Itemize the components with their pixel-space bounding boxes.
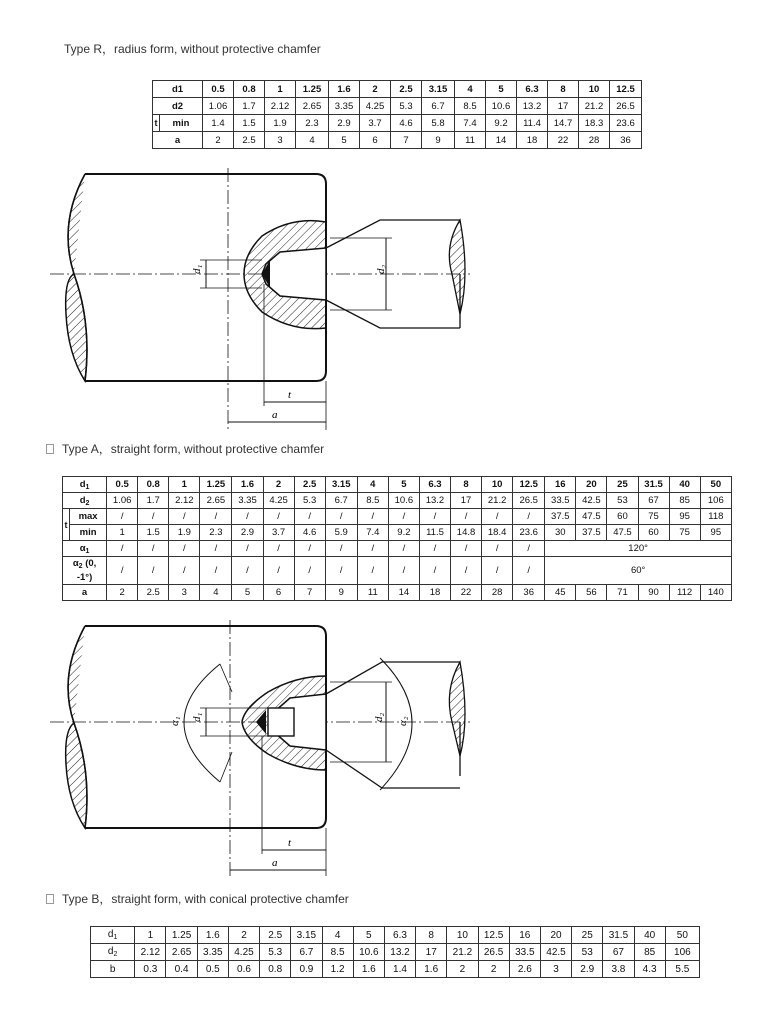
- table-cell: 4: [455, 81, 486, 98]
- table-cell: /: [200, 509, 232, 525]
- table-cell: 6.3: [517, 81, 548, 98]
- table-cell: 23.6: [513, 525, 545, 541]
- table-cell: /: [107, 541, 138, 557]
- table-cell: $\alpha_1$: [63, 541, 107, 557]
- table-cell: $d_1$: [91, 927, 135, 944]
- table-cell: 2.12: [169, 493, 200, 509]
- table-cell: 1.6: [197, 927, 228, 944]
- table-cell: 11: [357, 585, 388, 601]
- table-cell: 36: [513, 585, 545, 601]
- table-cell: 0.8: [260, 961, 291, 978]
- table-cell: 2.9: [329, 115, 360, 132]
- table-cell: 3.35: [197, 944, 228, 961]
- table-cell: 18: [419, 585, 450, 601]
- table-cell: 53: [572, 944, 603, 961]
- table-cell: 8.5: [357, 493, 388, 509]
- type-b-d2-row: [91, 944, 700, 961]
- table-cell: 1.06: [203, 98, 234, 115]
- table-cell: 2.5: [234, 132, 265, 149]
- table-cell: 4.3: [634, 961, 665, 978]
- table-cell: /: [388, 557, 419, 585]
- table-cell: 1.25: [296, 81, 329, 98]
- table-cell: 40: [634, 927, 665, 944]
- table-cell: 3.15: [325, 477, 357, 493]
- table-cell: 1: [265, 81, 296, 98]
- table-cell: 5.3: [391, 98, 422, 115]
- table-cell: 16: [545, 477, 576, 493]
- table-cell: 3.7: [263, 525, 294, 541]
- table-cell: 2: [107, 585, 138, 601]
- table-cell: /: [451, 541, 482, 557]
- t-label: t: [288, 837, 292, 849]
- table-cell: 2: [447, 961, 478, 978]
- table-cell: 2.6: [509, 961, 540, 978]
- table-cell: /: [325, 557, 357, 585]
- table-cell: 14: [388, 585, 419, 601]
- table-cell: 18.3: [579, 115, 610, 132]
- table-cell: 13.2: [517, 98, 548, 115]
- table-cell: 5: [388, 477, 419, 493]
- type-a-table: [62, 476, 732, 601]
- type-b-b-row: [91, 961, 700, 978]
- table-cell: /: [513, 541, 545, 557]
- table-cell: 85: [669, 493, 700, 509]
- table-cell: d1: [153, 81, 203, 98]
- table-cell: 4.6: [294, 525, 325, 541]
- table-cell: 3: [265, 132, 296, 149]
- table-cell: /: [419, 541, 450, 557]
- table-cell: /: [357, 541, 388, 557]
- table-cell: 6.7: [291, 944, 322, 961]
- table-cell: /: [325, 541, 357, 557]
- table-cell: 2.5: [260, 927, 291, 944]
- table-cell: 1.6: [353, 961, 384, 978]
- section-a-heading-text: Type A，straight form, without protective chamfer: [62, 442, 325, 456]
- table-cell: 12.5: [478, 927, 509, 944]
- table-cell: 8: [451, 477, 482, 493]
- table-cell: /: [169, 557, 200, 585]
- table-cell: 1.25: [200, 477, 232, 493]
- type-r-a-row: [153, 132, 642, 149]
- a-label: a: [272, 857, 278, 869]
- table-cell: 7: [391, 132, 422, 149]
- table-cell: 1.6: [232, 477, 263, 493]
- break-hatch-left: [66, 626, 87, 828]
- table-cell: 5.8: [422, 115, 455, 132]
- table-cell: 120°: [545, 541, 732, 557]
- table-cell: 42.5: [576, 493, 607, 509]
- table-cell: 33.5: [509, 944, 540, 961]
- table-cell: 26.5: [478, 944, 509, 961]
- table-cell: 2.9: [572, 961, 603, 978]
- table-cell: 4.25: [263, 493, 294, 509]
- bullet-mark-icon: [46, 894, 54, 904]
- table-cell: 90: [638, 585, 669, 601]
- table-cell: 2.65: [200, 493, 232, 509]
- table-cell: 2: [228, 927, 259, 944]
- table-cell: 60: [638, 525, 669, 541]
- table-cell: /: [451, 557, 482, 585]
- type-r-table: [152, 80, 642, 149]
- table-cell: /: [388, 509, 419, 525]
- table-cell: /: [513, 557, 545, 585]
- table-cell: 5: [329, 132, 360, 149]
- table-cell: 2.3: [200, 525, 232, 541]
- table-cell: 0.5: [107, 477, 138, 493]
- table-cell: 9.2: [388, 525, 419, 541]
- table-cell: 16: [509, 927, 540, 944]
- table-cell: 1.2: [322, 961, 353, 978]
- table-cell: 18: [517, 132, 548, 149]
- table-cell: /: [419, 509, 450, 525]
- table-cell: 2: [478, 961, 509, 978]
- table-cell: 0.8: [138, 477, 169, 493]
- table-cell: 47.5: [576, 509, 607, 525]
- table-cell: 37.5: [576, 525, 607, 541]
- table-cell: 45: [545, 585, 576, 601]
- table-cell: 2: [360, 81, 391, 98]
- table-cell: 0.5: [203, 81, 234, 98]
- table-cell: 25: [572, 927, 603, 944]
- table-cell: /: [388, 541, 419, 557]
- table-cell: 2.65: [166, 944, 197, 961]
- d1-label: d₁: [191, 264, 203, 274]
- table-cell: 11: [455, 132, 486, 149]
- a-label: a: [272, 409, 278, 421]
- table-cell: 10.6: [388, 493, 419, 509]
- table-cell: 22: [451, 585, 482, 601]
- table-cell: 50: [665, 927, 699, 944]
- table-cell: 4.25: [360, 98, 391, 115]
- table-cell: /: [263, 557, 294, 585]
- type-a-alpha2-row: [63, 557, 732, 585]
- table-cell: 12.5: [513, 477, 545, 493]
- table-cell: 1.4: [203, 115, 234, 132]
- type-r-d2-row: [153, 98, 642, 115]
- table-cell: min: [160, 115, 203, 132]
- table-cell: 5: [353, 927, 384, 944]
- table-cell: /: [325, 509, 357, 525]
- t-label: t: [288, 389, 292, 401]
- table-cell: 85: [634, 944, 665, 961]
- table-cell: /: [138, 509, 169, 525]
- table-cell: 53: [607, 493, 638, 509]
- table-cell: 2.9: [232, 525, 263, 541]
- alpha2-label: α₂: [397, 716, 409, 726]
- table-cell: 21.2: [447, 944, 478, 961]
- table-cell: 2.5: [138, 585, 169, 601]
- table-cell: 3: [540, 961, 571, 978]
- table-cell: 3.7: [360, 115, 391, 132]
- table-cell: 5: [486, 81, 517, 98]
- table-cell: 7.4: [455, 115, 486, 132]
- table-cell: 50: [700, 477, 731, 493]
- table-cell: 10: [579, 81, 610, 98]
- table-cell: 6.7: [422, 98, 455, 115]
- table-cell: 106: [665, 944, 699, 961]
- table-cell: 106: [700, 493, 731, 509]
- table-cell: 60°: [545, 557, 732, 585]
- table-cell: /: [107, 509, 138, 525]
- table-cell: /: [232, 541, 263, 557]
- table-cell: /: [451, 509, 482, 525]
- table-cell: 21.2: [579, 98, 610, 115]
- table-cell: 0.5: [197, 961, 228, 978]
- type-a-a-row: [63, 585, 732, 601]
- table-cell: 11.4: [517, 115, 548, 132]
- table-cell: 1.9: [265, 115, 296, 132]
- type-a-d2-row: [63, 493, 732, 509]
- table-cell: /: [232, 557, 263, 585]
- table-cell: $d_2$: [63, 493, 107, 509]
- table-cell: 3.15: [422, 81, 455, 98]
- section-a-heading: [46, 440, 324, 457]
- table-cell: 1: [135, 927, 166, 944]
- table-cell: 13.2: [384, 944, 415, 961]
- table-cell: 14: [486, 132, 517, 149]
- table-cell: 40: [669, 477, 700, 493]
- table-cell: 60: [607, 509, 638, 525]
- table-cell: 71: [607, 585, 638, 601]
- table-cell: $\alpha_2$ (0, -1°): [63, 557, 107, 585]
- table-cell: 17: [548, 98, 579, 115]
- table-cell: 8.5: [455, 98, 486, 115]
- table-cell: /: [169, 541, 200, 557]
- table-cell: 31.5: [603, 927, 634, 944]
- table-cell: 6: [360, 132, 391, 149]
- table-cell: 75: [638, 509, 669, 525]
- table-cell: 18.4: [482, 525, 513, 541]
- table-cell: /: [138, 541, 169, 557]
- table-cell: 4.6: [391, 115, 422, 132]
- table-cell: 95: [700, 525, 731, 541]
- type-a-drawing: [0, 618, 480, 880]
- table-cell: $d_2$: [91, 944, 135, 961]
- table-cell: 17: [451, 493, 482, 509]
- table-cell: 6: [263, 585, 294, 601]
- table-cell: 2.65: [296, 98, 329, 115]
- table-cell: 11.5: [419, 525, 450, 541]
- table-cell: 118: [700, 509, 731, 525]
- table-cell: 28: [579, 132, 610, 149]
- table-cell: a: [153, 132, 203, 149]
- table-cell: 4: [357, 477, 388, 493]
- type-r-head-row: [153, 81, 642, 98]
- table-cell: 1.7: [234, 98, 265, 115]
- table-cell: 0.9: [291, 961, 322, 978]
- table-cell: 33.5: [545, 493, 576, 509]
- table-cell: 28: [482, 585, 513, 601]
- type-b-table: [90, 926, 700, 978]
- table-cell: 2: [263, 477, 294, 493]
- table-cell: 36: [610, 132, 642, 149]
- table-cell: 6.3: [419, 477, 450, 493]
- table-cell: /: [482, 557, 513, 585]
- table-cell: 1: [169, 477, 200, 493]
- table-cell: 9.2: [486, 115, 517, 132]
- table-cell: 5: [232, 585, 263, 601]
- table-cell: 1.5: [138, 525, 169, 541]
- table-cell: 2.12: [135, 944, 166, 961]
- table-cell: /: [263, 509, 294, 525]
- table-cell: 3: [169, 585, 200, 601]
- d1-label: d₁: [191, 712, 203, 722]
- table-cell: 3.8: [603, 961, 634, 978]
- table-cell: b: [91, 961, 135, 978]
- table-cell: 8.5: [322, 944, 353, 961]
- table-cell: /: [263, 541, 294, 557]
- table-cell: 47.5: [607, 525, 638, 541]
- table-cell: /: [200, 557, 232, 585]
- table-cell: 37.5: [545, 509, 576, 525]
- type-r-drawing: [0, 164, 480, 434]
- table-cell: /: [232, 509, 263, 525]
- table-cell: 8: [416, 927, 447, 944]
- table-cell: 1.6: [416, 961, 447, 978]
- table-cell: 1.06: [107, 493, 138, 509]
- table-cell: a: [63, 585, 107, 601]
- table-cell: /: [482, 541, 513, 557]
- table-cell: 12.5: [610, 81, 642, 98]
- table-cell: /: [513, 509, 545, 525]
- table-cell: /: [169, 509, 200, 525]
- section-b-heading-text: Type B，straight form, with conical protective chamfer: [62, 892, 349, 906]
- table-cell: 4: [200, 585, 232, 601]
- table-cell: 14.7: [548, 115, 579, 132]
- type-b-d1-row: [91, 927, 700, 944]
- break-hatch-left: [66, 174, 87, 381]
- table-cell: 5.3: [294, 493, 325, 509]
- table-cell: 21.2: [482, 493, 513, 509]
- table-cell: 1.6: [329, 81, 360, 98]
- table-cell: 7: [294, 585, 325, 601]
- table-cell: 67: [603, 944, 634, 961]
- type-a-min-row: [63, 525, 732, 541]
- table-cell: /: [419, 557, 450, 585]
- table-cell: /: [294, 509, 325, 525]
- table-cell: 75: [669, 525, 700, 541]
- table-cell: 31.5: [638, 477, 669, 493]
- bullet-mark-icon: [46, 444, 54, 454]
- table-cell: 1.7: [138, 493, 169, 509]
- table-cell: 112: [669, 585, 700, 601]
- d2-label: d₂: [375, 264, 387, 274]
- table-cell: 9: [422, 132, 455, 149]
- table-cell: 2.5: [391, 81, 422, 98]
- table-cell: 20: [576, 477, 607, 493]
- table-cell: 30: [545, 525, 576, 541]
- table-cell: 10.6: [353, 944, 384, 961]
- table-cell: 2.12: [265, 98, 296, 115]
- type-a-head-row: [63, 477, 732, 493]
- table-cell: 1: [107, 525, 138, 541]
- type-r-min-row: [153, 115, 642, 132]
- table-cell: 22: [548, 132, 579, 149]
- table-cell: 3.15: [291, 927, 322, 944]
- table-cell: 4: [322, 927, 353, 944]
- table-cell: /: [482, 509, 513, 525]
- table-cell: $d_1$: [63, 477, 107, 493]
- table-cell: 20: [540, 927, 571, 944]
- table-cell: 4.25: [228, 944, 259, 961]
- table-cell: max: [70, 509, 107, 525]
- table-cell: 1.4: [384, 961, 415, 978]
- table-cell: 3.35: [232, 493, 263, 509]
- table-cell: /: [294, 557, 325, 585]
- table-cell: 7.4: [357, 525, 388, 541]
- table-cell: 10.6: [486, 98, 517, 115]
- table-cell: 5.3: [260, 944, 291, 961]
- break-hatch-right: [449, 662, 465, 756]
- table-cell: 2.3: [296, 115, 329, 132]
- table-cell: 23.6: [610, 115, 642, 132]
- break-hatch-right: [449, 220, 465, 314]
- table-cell: /: [357, 557, 388, 585]
- table-cell: 8: [548, 81, 579, 98]
- table-cell: 0.8: [234, 81, 265, 98]
- d2-label: d₂: [373, 712, 385, 722]
- table-cell: 1.25: [166, 927, 197, 944]
- table-cell: 2.5: [294, 477, 325, 493]
- table-cell: /: [200, 541, 232, 557]
- table-cell: 95: [669, 509, 700, 525]
- table-cell: t: [63, 509, 70, 541]
- table-cell: 5.5: [665, 961, 699, 978]
- table-cell: 1.5: [234, 115, 265, 132]
- table-cell: 14.8: [451, 525, 482, 541]
- table-cell: 56: [576, 585, 607, 601]
- table-cell: d2: [153, 98, 203, 115]
- table-cell: /: [107, 557, 138, 585]
- table-cell: 2: [203, 132, 234, 149]
- table-cell: 140: [700, 585, 731, 601]
- table-cell: 0.4: [166, 961, 197, 978]
- table-cell: 17: [416, 944, 447, 961]
- table-cell: 0.3: [135, 961, 166, 978]
- table-cell: 0.6: [228, 961, 259, 978]
- table-cell: 25: [607, 477, 638, 493]
- table-cell: 5.9: [325, 525, 357, 541]
- type-a-max-row: [63, 509, 732, 525]
- table-cell: 67: [638, 493, 669, 509]
- alpha1-label: α₁: [169, 716, 181, 726]
- table-cell: /: [294, 541, 325, 557]
- table-cell: /: [138, 557, 169, 585]
- table-cell: 42.5: [540, 944, 571, 961]
- section-r-heading-text: Type R，radius form, without protective chamfer: [64, 42, 321, 56]
- table-cell: 26.5: [513, 493, 545, 509]
- table-cell: min: [70, 525, 107, 541]
- table-cell: 10: [482, 477, 513, 493]
- table-cell: t: [153, 115, 160, 132]
- section-r-heading: [64, 40, 321, 57]
- table-cell: 9: [325, 585, 357, 601]
- table-cell: 6.3: [384, 927, 415, 944]
- table-cell: /: [357, 509, 388, 525]
- table-cell: 3.35: [329, 98, 360, 115]
- table-cell: 6.7: [325, 493, 357, 509]
- table-cell: 10: [447, 927, 478, 944]
- type-a-alpha1-row: [63, 541, 732, 557]
- table-cell: 13.2: [419, 493, 450, 509]
- table-cell: 4: [296, 132, 329, 149]
- table-cell: 26.5: [610, 98, 642, 115]
- table-cell: 1.9: [169, 525, 200, 541]
- section-b-heading: [46, 890, 349, 907]
